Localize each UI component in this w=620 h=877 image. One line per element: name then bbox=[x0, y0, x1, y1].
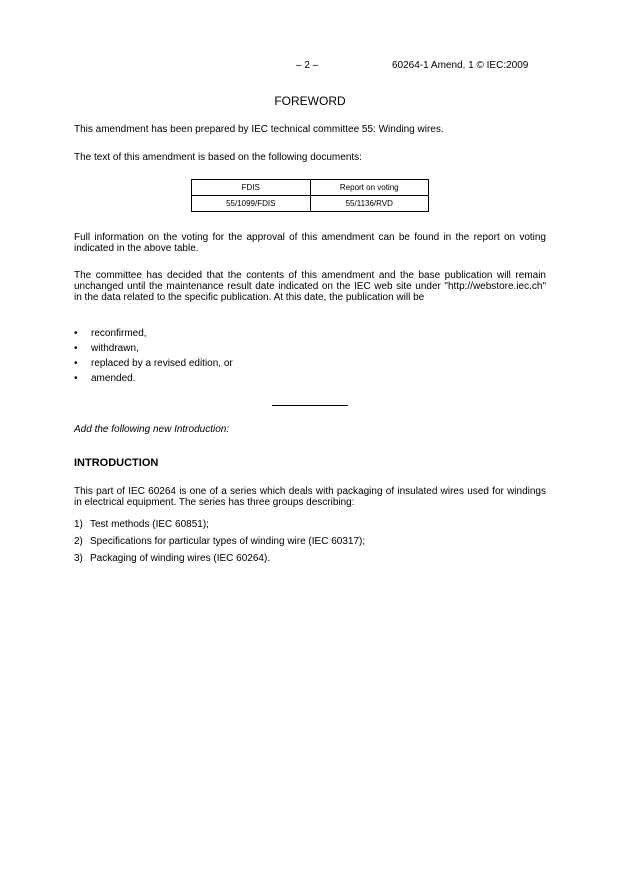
list-number: 1) bbox=[74, 519, 83, 530]
table-header-row bbox=[192, 180, 429, 196]
table-row bbox=[192, 196, 429, 212]
page-number: – 2 – bbox=[296, 60, 319, 71]
table-cell: 55/1099/FDIS bbox=[192, 196, 311, 212]
introduction-paragraph: This part of IEC 60264 is one of a series which deals with packaging of insulated wires used for windings in electrical equipment. The series has three groups describing: bbox=[74, 486, 546, 508]
foreword-title: FOREWORD bbox=[274, 94, 346, 108]
amendment-instruction: Add the following new Introduction: bbox=[74, 424, 230, 435]
list-item-text: Packaging of winding wires (IEC 60264). bbox=[90, 553, 271, 564]
list-item bbox=[74, 328, 233, 343]
list-item bbox=[74, 519, 365, 536]
introduction-numbered-list bbox=[74, 519, 365, 570]
table-header-cell: Report on voting bbox=[310, 180, 429, 196]
list-item-text: replaced by a revised edition, or bbox=[91, 358, 233, 369]
foreword-paragraph-2: The text of this amendment is based on the following documents: bbox=[74, 152, 362, 163]
list-item-text: amended. bbox=[91, 373, 136, 384]
document-reference: 60264-1 Amend. 1 © IEC:2009 bbox=[392, 60, 529, 71]
bullet-icon: • bbox=[74, 328, 78, 339]
publication-status-list bbox=[74, 328, 233, 388]
table-header-cell: FDIS bbox=[192, 180, 311, 196]
list-item-text: Test methods (IEC 60851); bbox=[90, 519, 209, 530]
foreword-paragraph-3: Full information on the voting for the approval of this amendment can be found in the report on voting indicated in the above table. bbox=[74, 232, 546, 254]
bullet-icon: • bbox=[74, 358, 78, 369]
list-item bbox=[74, 358, 233, 373]
list-item bbox=[74, 553, 365, 570]
foreword-paragraph-1: This amendment has been prepared by IEC technical committee 55: Winding wires. bbox=[74, 124, 444, 135]
list-item-text: reconfirmed, bbox=[91, 328, 147, 339]
list-item-text: Specifications for particular types of winding wire (IEC 60317); bbox=[90, 536, 366, 547]
list-item bbox=[74, 536, 365, 553]
list-item-text: withdrawn, bbox=[91, 343, 139, 354]
voting-documents-table bbox=[191, 179, 429, 212]
table-cell: 55/1136/RVD bbox=[310, 196, 429, 212]
bullet-icon: • bbox=[74, 343, 78, 354]
bullet-icon: • bbox=[74, 373, 78, 384]
list-number: 3) bbox=[74, 553, 83, 564]
list-item bbox=[74, 343, 233, 358]
list-item bbox=[74, 373, 233, 388]
list-number: 2) bbox=[74, 536, 83, 547]
section-divider bbox=[272, 405, 348, 406]
foreword-paragraph-4: The committee has decided that the contents of this amendment and the base publication will remain unchanged until the maintenance result date indicated on the IEC web site under "http://webstore.iec.ch" in the data related to the specific publication. At this date, the publication will be bbox=[74, 270, 546, 303]
introduction-heading: INTRODUCTION bbox=[74, 457, 159, 469]
